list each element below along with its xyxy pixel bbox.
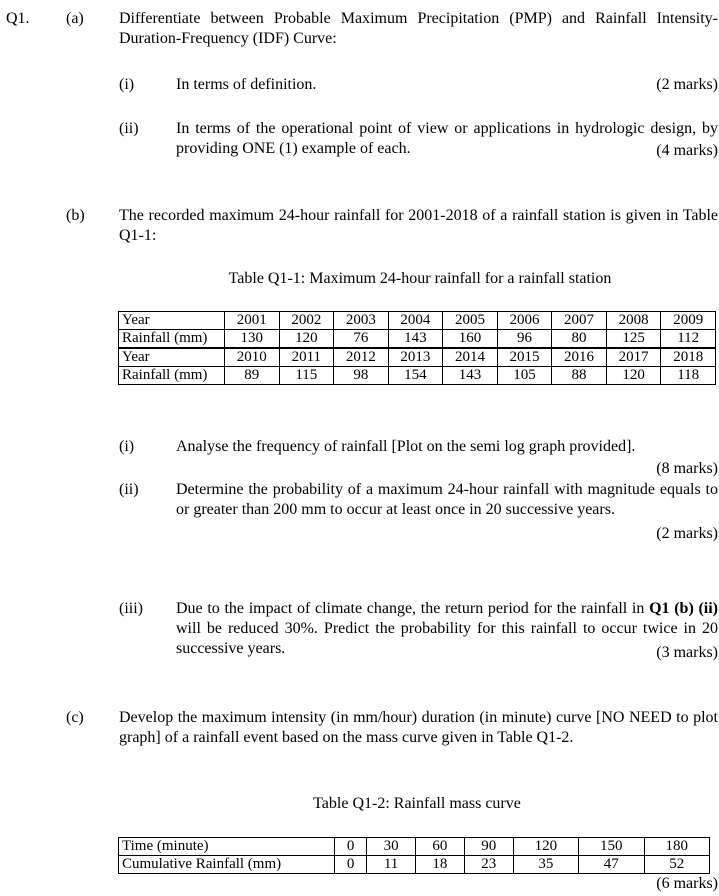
year-cell: 2007 bbox=[552, 312, 607, 330]
part-b-iii-reference: Q1 (b) (ii) bbox=[649, 600, 719, 617]
part-b-i-label: (i) bbox=[119, 438, 135, 455]
part-b-ii-text: Determine the probability of a maximum 24-hour rainfall with magnitude equals to or greater than 200 mm to occur at least once in 20 successive years. bbox=[176, 481, 718, 518]
rainfall-cell: 96 bbox=[497, 330, 552, 349]
part-b-iii-marks: (3 marks) bbox=[656, 644, 718, 661]
cumulative-rainfall-cell: 47 bbox=[579, 856, 644, 874]
rainfall-cell: 143 bbox=[388, 330, 443, 349]
year-cell: 2010 bbox=[225, 348, 280, 367]
table-row bbox=[119, 312, 716, 330]
part-a-ii-label: (ii) bbox=[119, 120, 139, 137]
year-cell: 2001 bbox=[225, 312, 280, 330]
cumulative-rainfall-cell: 52 bbox=[644, 856, 709, 874]
year-cell: 2016 bbox=[552, 348, 607, 367]
rainfall-cell: 130 bbox=[225, 330, 280, 349]
year-cell: 2005 bbox=[443, 312, 498, 330]
question-number: Q1. bbox=[6, 10, 30, 27]
table-row bbox=[119, 838, 710, 856]
part-b-text: The recorded maximum 24-hour rainfall for 2001-2018 of a rainfall station is given in Table Q1-1: bbox=[119, 207, 718, 244]
year-cell: 2008 bbox=[606, 312, 661, 330]
rainfall-cell: 76 bbox=[334, 330, 389, 349]
table-row bbox=[119, 348, 716, 367]
year-cell: 2003 bbox=[334, 312, 389, 330]
rainfall-cell: 88 bbox=[552, 367, 607, 385]
part-b-i-marks: (8 marks) bbox=[656, 460, 718, 477]
part-b-iii-text bbox=[176, 599, 718, 659]
rainfall-header: Rainfall (mm) bbox=[119, 367, 225, 385]
part-a-text: Differentiate between Probable Maximum Precipitation (PMP) and Rainfall Intensity-Duration-Frequency (IDF) Curve: bbox=[119, 10, 718, 47]
part-a-i-text: In terms of definition. bbox=[176, 76, 317, 93]
year-cell: 2004 bbox=[388, 312, 443, 330]
table-q1-1 bbox=[118, 311, 716, 385]
cumulative-rainfall-cell: 23 bbox=[464, 856, 513, 874]
rainfall-cell: 143 bbox=[443, 367, 498, 385]
year-cell: 2014 bbox=[443, 348, 498, 367]
rainfall-cell: 160 bbox=[443, 330, 498, 349]
year-cell: 2013 bbox=[388, 348, 443, 367]
part-a-ii-marks: (4 marks) bbox=[656, 142, 718, 159]
cumulative-rainfall-cell: 11 bbox=[367, 856, 416, 874]
rainfall-cell: 105 bbox=[497, 367, 552, 385]
year-cell: 2006 bbox=[497, 312, 552, 330]
time-cell: 120 bbox=[513, 838, 578, 856]
table-row bbox=[119, 856, 710, 874]
part-c-marks: (6 marks) bbox=[656, 875, 718, 892]
rainfall-cell: 125 bbox=[606, 330, 661, 349]
rainfall-cell: 115 bbox=[279, 367, 334, 385]
rainfall-cell: 98 bbox=[334, 367, 389, 385]
part-b-ii-marks: (2 marks) bbox=[656, 525, 718, 542]
part-b-label: (b) bbox=[66, 207, 85, 224]
time-cell: 60 bbox=[415, 838, 464, 856]
part-c-label: (c) bbox=[66, 709, 84, 726]
time-cell: 30 bbox=[367, 838, 416, 856]
cumulative-rainfall-cell: 0 bbox=[335, 856, 367, 874]
year-cell: 2002 bbox=[279, 312, 334, 330]
part-b-iii-label: (iii) bbox=[119, 600, 143, 617]
year-header: Year bbox=[119, 312, 225, 330]
part-b-iii-text-before: Due to the impact of climate change, the return period for the rainfall in bbox=[176, 600, 650, 617]
rainfall-cell: 89 bbox=[225, 367, 280, 385]
rainfall-cell: 80 bbox=[552, 330, 607, 349]
year-header: Year bbox=[119, 348, 225, 367]
part-b-iii-text-after: will be reduced 30%. Predict the probability for this rainfall to occur twice in 20 successive years. bbox=[176, 620, 718, 657]
part-a-label: (a) bbox=[66, 10, 84, 27]
table-q1-1-caption: Table Q1-1: Maximum 24-hour rainfall for a rainfall station bbox=[228, 270, 612, 287]
time-header: Time (minute) bbox=[119, 838, 335, 856]
year-cell: 2015 bbox=[497, 348, 552, 367]
time-cell: 90 bbox=[464, 838, 513, 856]
part-b-i-text: Analyse the frequency of rainfall [Plot on the semi log graph provided]. bbox=[176, 438, 636, 455]
table-row bbox=[119, 367, 716, 385]
rainfall-header: Rainfall (mm) bbox=[119, 330, 225, 349]
part-a-i-label: (i) bbox=[119, 76, 135, 93]
part-b-ii-label: (ii) bbox=[119, 481, 139, 498]
cumulative-rainfall-cell: 18 bbox=[415, 856, 464, 874]
part-a-i-marks: (2 marks) bbox=[656, 76, 718, 93]
rainfall-cell: 154 bbox=[388, 367, 443, 385]
table-q1-2-caption: Table Q1-2: Rainfall mass curve bbox=[313, 795, 521, 812]
cumulative-rainfall-header: Cumulative Rainfall (mm) bbox=[119, 856, 335, 874]
year-cell: 2009 bbox=[661, 312, 716, 330]
year-cell: 2012 bbox=[334, 348, 389, 367]
rainfall-cell: 120 bbox=[279, 330, 334, 349]
time-cell: 180 bbox=[644, 838, 709, 856]
rainfall-cell: 120 bbox=[606, 367, 661, 385]
cumulative-rainfall-cell: 35 bbox=[513, 856, 578, 874]
table-row bbox=[119, 330, 716, 349]
rainfall-cell: 112 bbox=[661, 330, 716, 349]
table-q1-2 bbox=[118, 837, 710, 874]
year-cell: 2017 bbox=[606, 348, 661, 367]
year-cell: 2011 bbox=[279, 348, 334, 367]
time-cell: 150 bbox=[579, 838, 644, 856]
part-a-ii-text: In terms of the operational point of view or applications in hydrologic design, by providing ONE (1) example of each. bbox=[176, 120, 718, 157]
year-cell: 2018 bbox=[661, 348, 716, 367]
time-cell: 0 bbox=[335, 838, 367, 856]
part-c-text: Develop the maximum intensity (in mm/hour) duration (in minute) curve [NO NEED to plot graph] of a rainfall event based on the mass curve given in Table Q1-2. bbox=[119, 709, 718, 746]
rainfall-cell: 118 bbox=[661, 367, 716, 385]
